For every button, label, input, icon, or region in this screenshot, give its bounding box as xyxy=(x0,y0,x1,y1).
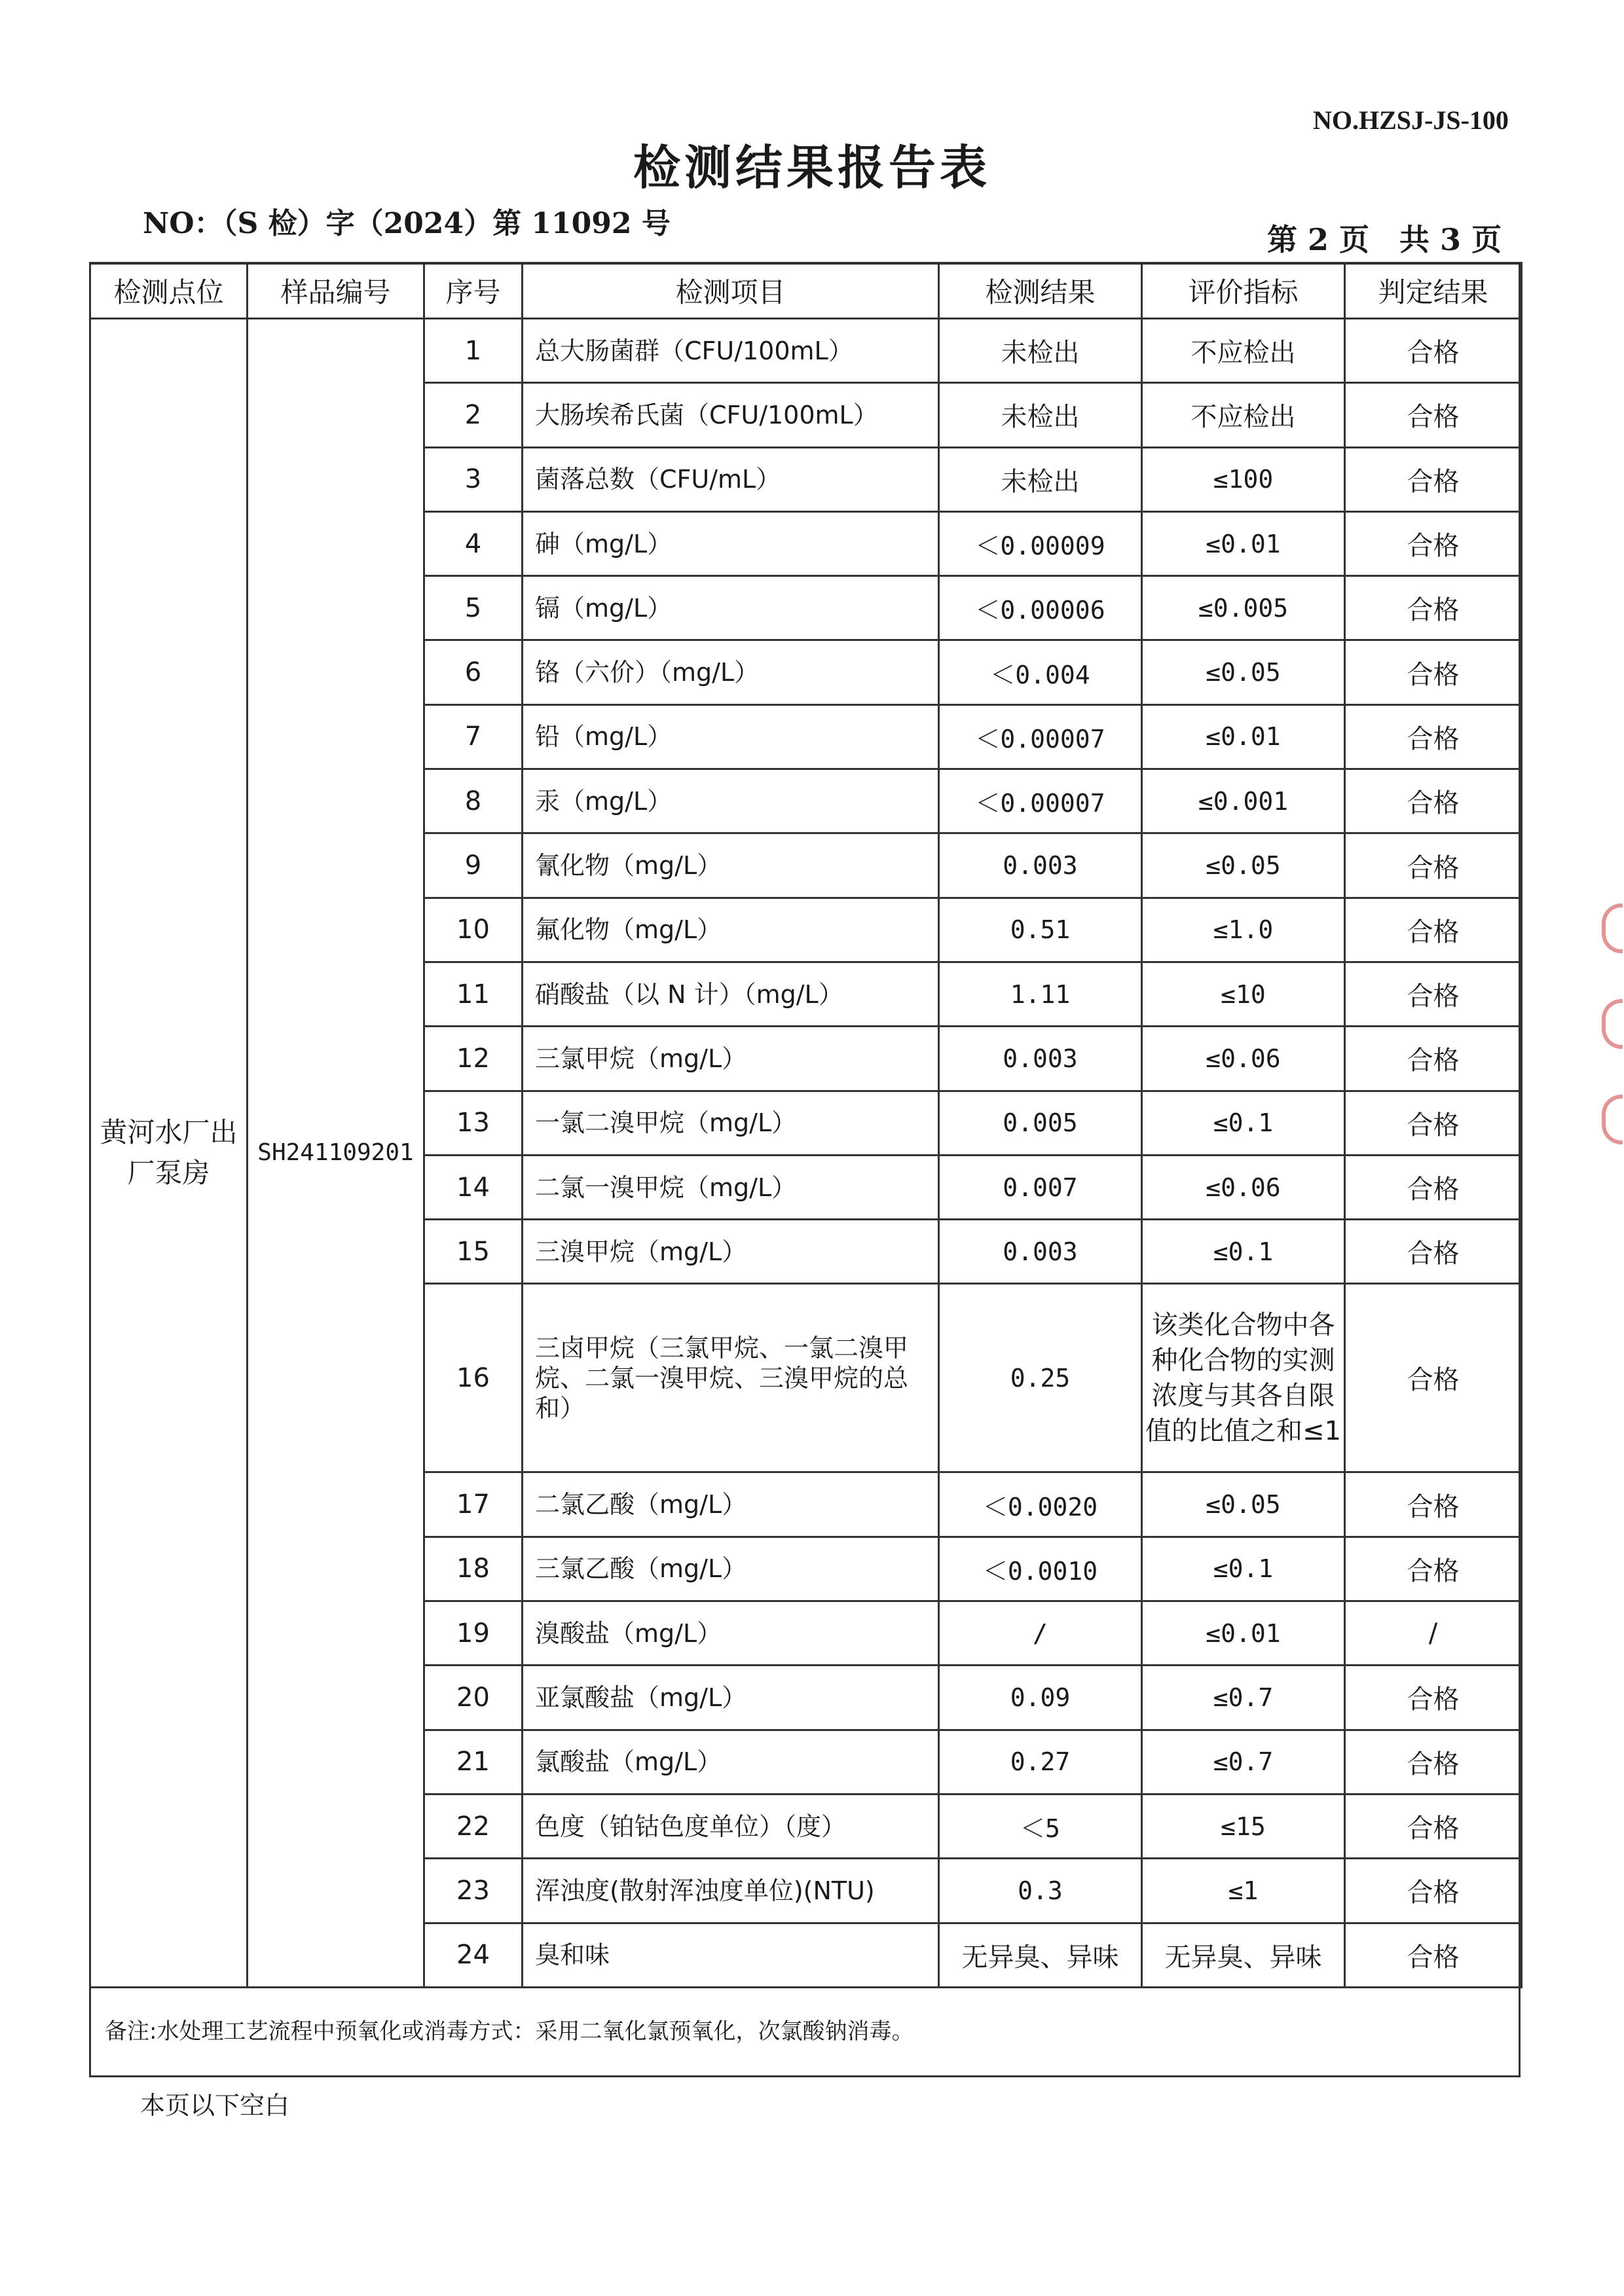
seq-cell: 3 xyxy=(424,447,523,511)
seq-cell: 13 xyxy=(424,1091,523,1155)
judgement-cell: 合格 xyxy=(1345,1091,1522,1155)
limit-cell: ≤0.1 xyxy=(1142,1537,1345,1601)
item-cell: 溴酸盐（mg/L） xyxy=(523,1601,939,1666)
judgement-cell: 合格 xyxy=(1345,1284,1522,1472)
result-cell: 0.003 xyxy=(939,1220,1142,1284)
seal-stamp-edge xyxy=(1596,884,1624,1224)
result-cell: 0.25 xyxy=(939,1284,1142,1472)
limit-cell: ≤0.005 xyxy=(1142,576,1345,640)
item-cell: 三氯甲烷（mg/L） xyxy=(523,1027,939,1091)
limit-cell: ≤0.05 xyxy=(1142,833,1345,898)
seq-cell: 20 xyxy=(424,1666,523,1730)
judgement-cell: 合格 xyxy=(1345,898,1522,962)
result-cell: 0.007 xyxy=(939,1155,1142,1219)
item-cell: 总大肠菌群（CFU/100mL） xyxy=(523,319,939,383)
result-cell: ＜0.0010 xyxy=(939,1537,1142,1601)
seq-cell: 15 xyxy=(424,1220,523,1284)
result-cell: 0.3 xyxy=(939,1859,1142,1923)
seq-cell: 14 xyxy=(424,1155,523,1219)
limit-cell: ≤0.7 xyxy=(1142,1666,1345,1730)
seq-cell: 12 xyxy=(424,1027,523,1091)
limit-cell: ≤0.05 xyxy=(1142,640,1345,704)
judgement-cell: 合格 xyxy=(1345,1155,1522,1219)
result-cell: 0.09 xyxy=(939,1666,1142,1730)
result-cell: 0.003 xyxy=(939,1027,1142,1091)
judgement-cell: 合格 xyxy=(1345,769,1522,833)
item-cell: 硝酸盐（以 N 计）（mg/L） xyxy=(523,962,939,1026)
header-location: 检测点位 xyxy=(90,263,248,319)
result-cell: / xyxy=(939,1601,1142,1666)
page-title: 检测结果报告表 xyxy=(633,140,991,195)
seq-cell: 4 xyxy=(424,511,523,575)
item-cell: 二氯乙酸（mg/L） xyxy=(523,1472,939,1537)
result-cell: ＜5 xyxy=(939,1794,1142,1858)
item-cell: 铅（mg/L） xyxy=(523,704,939,769)
seq-cell: 23 xyxy=(424,1859,523,1923)
judgement-cell: 合格 xyxy=(1345,1859,1522,1923)
item-cell: 铬（六价）（mg/L） xyxy=(523,640,939,704)
limit-cell: ≤0.06 xyxy=(1142,1155,1345,1219)
remark-note: 备注:水处理工艺流程中预氧化或消毒方式：采用二氧化氯预氧化，次氯酸钠消毒。 xyxy=(105,2018,914,2045)
result-cell: 1.11 xyxy=(939,962,1142,1026)
item-cell: 浑浊度(散射浑浊度单位)(NTU) xyxy=(523,1859,939,1923)
judgement-cell: 合格 xyxy=(1345,576,1522,640)
limit-cell: ≤1 xyxy=(1142,1859,1345,1923)
item-cell: 菌落总数（CFU/mL） xyxy=(523,447,939,511)
result-cell: 未检出 xyxy=(939,319,1142,383)
limit-cell: 无异臭、异味 xyxy=(1142,1923,1345,1987)
report-number: NO：（S 检）字（2024）第 11092 号 xyxy=(143,207,671,240)
header-sample-no: 样品编号 xyxy=(248,263,424,319)
header-result: 检测结果 xyxy=(939,263,1142,319)
judgement-cell: 合格 xyxy=(1345,640,1522,704)
judgement-cell: 合格 xyxy=(1345,319,1522,383)
seq-cell: 5 xyxy=(424,576,523,640)
item-cell: 氯酸盐（mg/L） xyxy=(523,1730,939,1794)
seq-cell: 6 xyxy=(424,640,523,704)
item-cell: 色度（铂钴色度单位）（度） xyxy=(523,1794,939,1858)
limit-cell: ≤10 xyxy=(1142,962,1345,1026)
document-code: NO.HZSJ-JS-100 xyxy=(1313,105,1509,135)
seq-cell: 10 xyxy=(424,898,523,962)
result-cell: 0.27 xyxy=(939,1730,1142,1794)
item-cell: 二氯一溴甲烷（mg/L） xyxy=(523,1155,939,1219)
limit-cell: ≤15 xyxy=(1142,1794,1345,1858)
seq-cell: 24 xyxy=(424,1923,523,1987)
header-judgement: 判定结果 xyxy=(1345,263,1522,319)
judgement-cell: 合格 xyxy=(1345,962,1522,1026)
limit-cell: ≤0.1 xyxy=(1142,1220,1345,1284)
result-cell: ＜0.004 xyxy=(939,640,1142,704)
limit-cell: 不应检出 xyxy=(1142,383,1345,447)
table-row xyxy=(90,319,1522,383)
seq-cell: 2 xyxy=(424,383,523,447)
item-cell: 三卤甲烷（三氯甲烷、一氯二溴甲烷、二氯一溴甲烷、三溴甲烷的总和） xyxy=(523,1284,939,1472)
limit-cell: ≤0.05 xyxy=(1142,1472,1345,1537)
judgement-cell: 合格 xyxy=(1345,1923,1522,1987)
result-cell: 0.003 xyxy=(939,833,1142,898)
item-cell: 三氯乙酸（mg/L） xyxy=(523,1537,939,1601)
judgement-cell: 合格 xyxy=(1345,511,1522,575)
result-cell: ＜0.0020 xyxy=(939,1472,1142,1537)
limit-cell: ≤1.0 xyxy=(1142,898,1345,962)
seq-cell: 1 xyxy=(424,319,523,383)
limit-cell: ≤0.01 xyxy=(1142,511,1345,575)
limit-cell: ≤0.1 xyxy=(1142,1091,1345,1155)
item-cell: 氟化物（mg/L） xyxy=(523,898,939,962)
limit-cell: ≤100 xyxy=(1142,447,1345,511)
seq-cell: 21 xyxy=(424,1730,523,1794)
result-cell: ＜0.00009 xyxy=(939,511,1142,575)
item-cell: 镉（mg/L） xyxy=(523,576,939,640)
limit-cell: ≤0.06 xyxy=(1142,1027,1345,1091)
item-cell: 亚氯酸盐（mg/L） xyxy=(523,1666,939,1730)
judgement-cell: 合格 xyxy=(1345,833,1522,898)
limit-cell: ≤0.01 xyxy=(1142,704,1345,769)
item-cell: 臭和味 xyxy=(523,1923,939,1987)
judgement-cell: 合格 xyxy=(1345,447,1522,511)
location-cell: 黄河水厂出厂泵房 xyxy=(90,319,248,1988)
item-cell: 砷（mg/L） xyxy=(523,511,939,575)
seq-cell: 7 xyxy=(424,704,523,769)
seq-cell: 17 xyxy=(424,1472,523,1537)
judgement-cell: 合格 xyxy=(1345,1220,1522,1284)
sample-number-cell: SH241109201 xyxy=(248,319,424,1988)
limit-cell: 该类化合物中各种化合物的实测浓度与其各自限值的比值之和≤1 xyxy=(1142,1284,1345,1472)
table-body xyxy=(90,319,1522,1988)
results-table xyxy=(89,262,1522,1988)
judgement-cell: 合格 xyxy=(1345,1472,1522,1537)
blank-page-note: 本页以下空白 xyxy=(140,2091,290,2120)
header-item: 检测项目 xyxy=(523,263,939,319)
judgement-cell: 合格 xyxy=(1345,1537,1522,1601)
judgement-cell: 合格 xyxy=(1345,1666,1522,1730)
item-cell: 汞（mg/L） xyxy=(523,769,939,833)
result-cell: 0.005 xyxy=(939,1091,1142,1155)
judgement-cell: 合格 xyxy=(1345,1794,1522,1858)
item-cell: 氰化物（mg/L） xyxy=(523,833,939,898)
header-limit: 评价指标 xyxy=(1142,263,1345,319)
judgement-cell: / xyxy=(1345,1601,1522,1666)
seq-cell: 18 xyxy=(424,1537,523,1601)
item-cell: 三溴甲烷（mg/L） xyxy=(523,1220,939,1284)
seq-cell: 19 xyxy=(424,1601,523,1666)
table-header-row xyxy=(90,263,1522,319)
result-cell: 无异臭、异味 xyxy=(939,1923,1142,1987)
judgement-cell: 合格 xyxy=(1345,704,1522,769)
limit-cell: ≤0.01 xyxy=(1142,1601,1345,1666)
item-cell: 一氯二溴甲烷（mg/L） xyxy=(523,1091,939,1155)
limit-cell: ≤0.001 xyxy=(1142,769,1345,833)
seq-cell: 16 xyxy=(424,1284,523,1472)
limit-cell: ≤0.7 xyxy=(1142,1730,1345,1794)
result-cell: ＜0.00007 xyxy=(939,704,1142,769)
page-indicator: 第 2 页 共 3 页 xyxy=(1267,222,1502,257)
seq-cell: 11 xyxy=(424,962,523,1026)
judgement-cell: 合格 xyxy=(1345,1730,1522,1794)
judgement-cell: 合格 xyxy=(1345,383,1522,447)
seq-cell: 22 xyxy=(424,1794,523,1858)
seq-cell: 8 xyxy=(424,769,523,833)
result-cell: 未检出 xyxy=(939,383,1142,447)
result-cell: ＜0.00007 xyxy=(939,769,1142,833)
limit-cell: 不应检出 xyxy=(1142,319,1345,383)
result-cell: ＜0.00006 xyxy=(939,576,1142,640)
judgement-cell: 合格 xyxy=(1345,1027,1522,1091)
item-cell: 大肠埃希氏菌（CFU/100mL） xyxy=(523,383,939,447)
result-cell: 未检出 xyxy=(939,447,1142,511)
seq-cell: 9 xyxy=(424,833,523,898)
header-seq: 序号 xyxy=(424,263,523,319)
result-cell: 0.51 xyxy=(939,898,1142,962)
